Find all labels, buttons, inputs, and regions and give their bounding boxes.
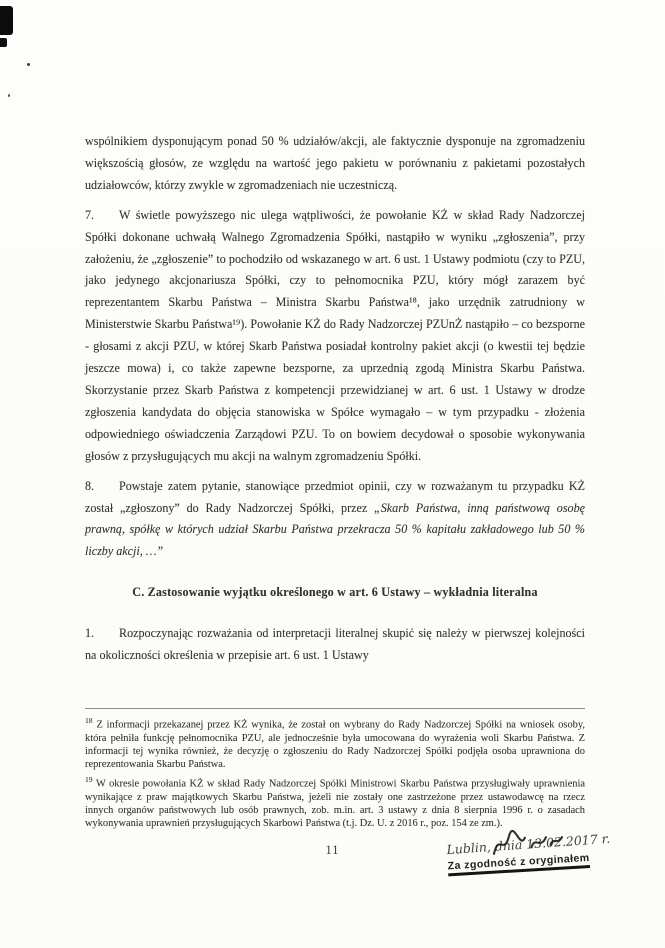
section-heading: C. Zastosowanie wyjątku określonego w art. 6 Ustawy – wykładnia literalna bbox=[132, 585, 538, 600]
footnote-18-text: Z informacji przekazanej przez KŻ wynika, że został on wybrany do Rady Nadzorczej Spółki na wniosek osoby, która pełniła funkcję pełnomocnika PZU, ale jednocześnie była umocowana do wyrażenia woli Skarbu Państwa. Z informacji tej wynika również, że decyzję o zgłoszeniu do Rady Nadzorczej Spółki podjęła osoba uprawniona do reprezentowania Skarbu Państwa. bbox=[85, 719, 585, 771]
footnote-separator-rule bbox=[85, 708, 585, 709]
paragraph-7 bbox=[85, 205, 585, 468]
scan-artifact-blob bbox=[0, 38, 7, 47]
scan-artifact-dot bbox=[8, 94, 10, 97]
paragraph-8-text: Powstaje zatem pytanie, stanowiące przedmiot opinii, czy w rozważanym tu przypadku KŻ został „zgłoszony” do Rady Nadzorczej Spółki, przez bbox=[85, 478, 585, 515]
footnote-18-marker: 18 bbox=[85, 716, 93, 725]
handwritten-date: Lublin, dnia 13.02.2017 r. bbox=[446, 830, 611, 858]
scan-artifact-dot bbox=[27, 63, 30, 66]
paragraph-7-number: 7. bbox=[85, 207, 95, 222]
paragraph-8 bbox=[85, 476, 585, 564]
certification-stamp: Za zgodność z oryginałem bbox=[447, 852, 590, 876]
footnote-18 bbox=[85, 714, 585, 771]
handwritten-annotation bbox=[446, 828, 653, 877]
footnote-19-text: W okresie powołania KŻ w skład Rady Nadzorczej Spółki Ministrowi Skarbu Państwa przysługiwały uprawnienia wynikające z praw majątkowych Skarbu Państwa, jeżeli nie zostały one zastrzeżone przez ustawodawcę na rzecz innych organów państwowych lub osób prawnych, zob. m.in. art. 3 ustawy z dnia 8 sierpnia 1996 r. o zasadach wykonywania uprawnień przysługujących Skarbowi Państwa (t.j. Dz. U. z 2016 r., poz. 154 ze zm.). bbox=[85, 778, 585, 830]
document-body bbox=[85, 131, 585, 675]
footnotes-section bbox=[85, 708, 585, 833]
footnote-19-marker: 19 bbox=[85, 775, 93, 785]
page-number: 11 bbox=[325, 843, 340, 857]
scan-artifact-blob bbox=[0, 6, 13, 35]
paragraph-8-quoted-statute: „Skarb Państwa, inną państwową osobę prawną, spółkę w których udział Skarbu Państwa przekracza 50 % kapitału zakładowego lub 50 % liczby akcji, …” bbox=[85, 500, 585, 559]
paragraph-1 bbox=[85, 623, 585, 667]
paragraph-8-number: 8. bbox=[85, 478, 95, 493]
paragraph-1-text: Rozpoczynając rozważania od interpretacji literalnej skupić się należy w pierwszej kolejności na okoliczności określenia w przepisie art. 6 ust. 1 Ustawy bbox=[85, 626, 585, 663]
paragraph-1-number: 1. bbox=[85, 626, 95, 641]
paragraph-intro: wspólnikiem dysponującym ponad 50 % udziałów/akcji, ale faktycznie dysponuje na zgromadzeniu większością głosów, ze względu na wartość jego pakietu w porównaniu z pakietami pozostałych udziałowców, którzy zwykle w zgromadzeniach nie uczestniczą. bbox=[85, 134, 585, 192]
footnote-19 bbox=[85, 773, 585, 830]
paragraph-7-text: W świetle powyższego nic ulega wątpliwości, że powołanie KŻ w skład Rady Nadzorczej Spółki dokonane uchwałą Walnego Zgromadzenia Spółki, nastąpiło w wyniku „zgłoszenia”, przy założeniu, że „zgłoszenie” to pochodziło od wskazanego w art. 6 ust. 1 Ustawy podmiotu (czy to PZU, jako jedynego akcjonariusza Spółki, czy to pełnomocnika PZU, który mógł zarazem być reprezentantem Skarbu Państwa – Ministra Skarbu Państwa¹⁸, jako urzędnik zatrudniony w Ministerstwie Skarbu Państwa¹⁹). Powołanie KŻ do Rady Nadzorczej PZUnŻ nastąpiło – co bezsporne - głosami z akcji PZU, w której Skarb Państwa posiadał kontrolny pakiet akcji (o kwestii tej będzie jeszcze mowa) i, co także zapewne bezsporne, za uprzednią zgodą Ministra Skarbu Państwa. Skorzystanie przez Skarb Państwa z kompetencji przewidzianej w art. 6 ust. 1 Ustawy w drodze zgłoszenia kandydata do objęcia stanowiska w Spółce wymagało – w tym przypadku - złożenia odpowiedniego oświadczenia Zarządowi PZU. To on bowiem decydował o sposobie wykonywania głosów z przysługujących mu akcji na walnym zgromadzeniu Spółki. bbox=[85, 207, 585, 463]
